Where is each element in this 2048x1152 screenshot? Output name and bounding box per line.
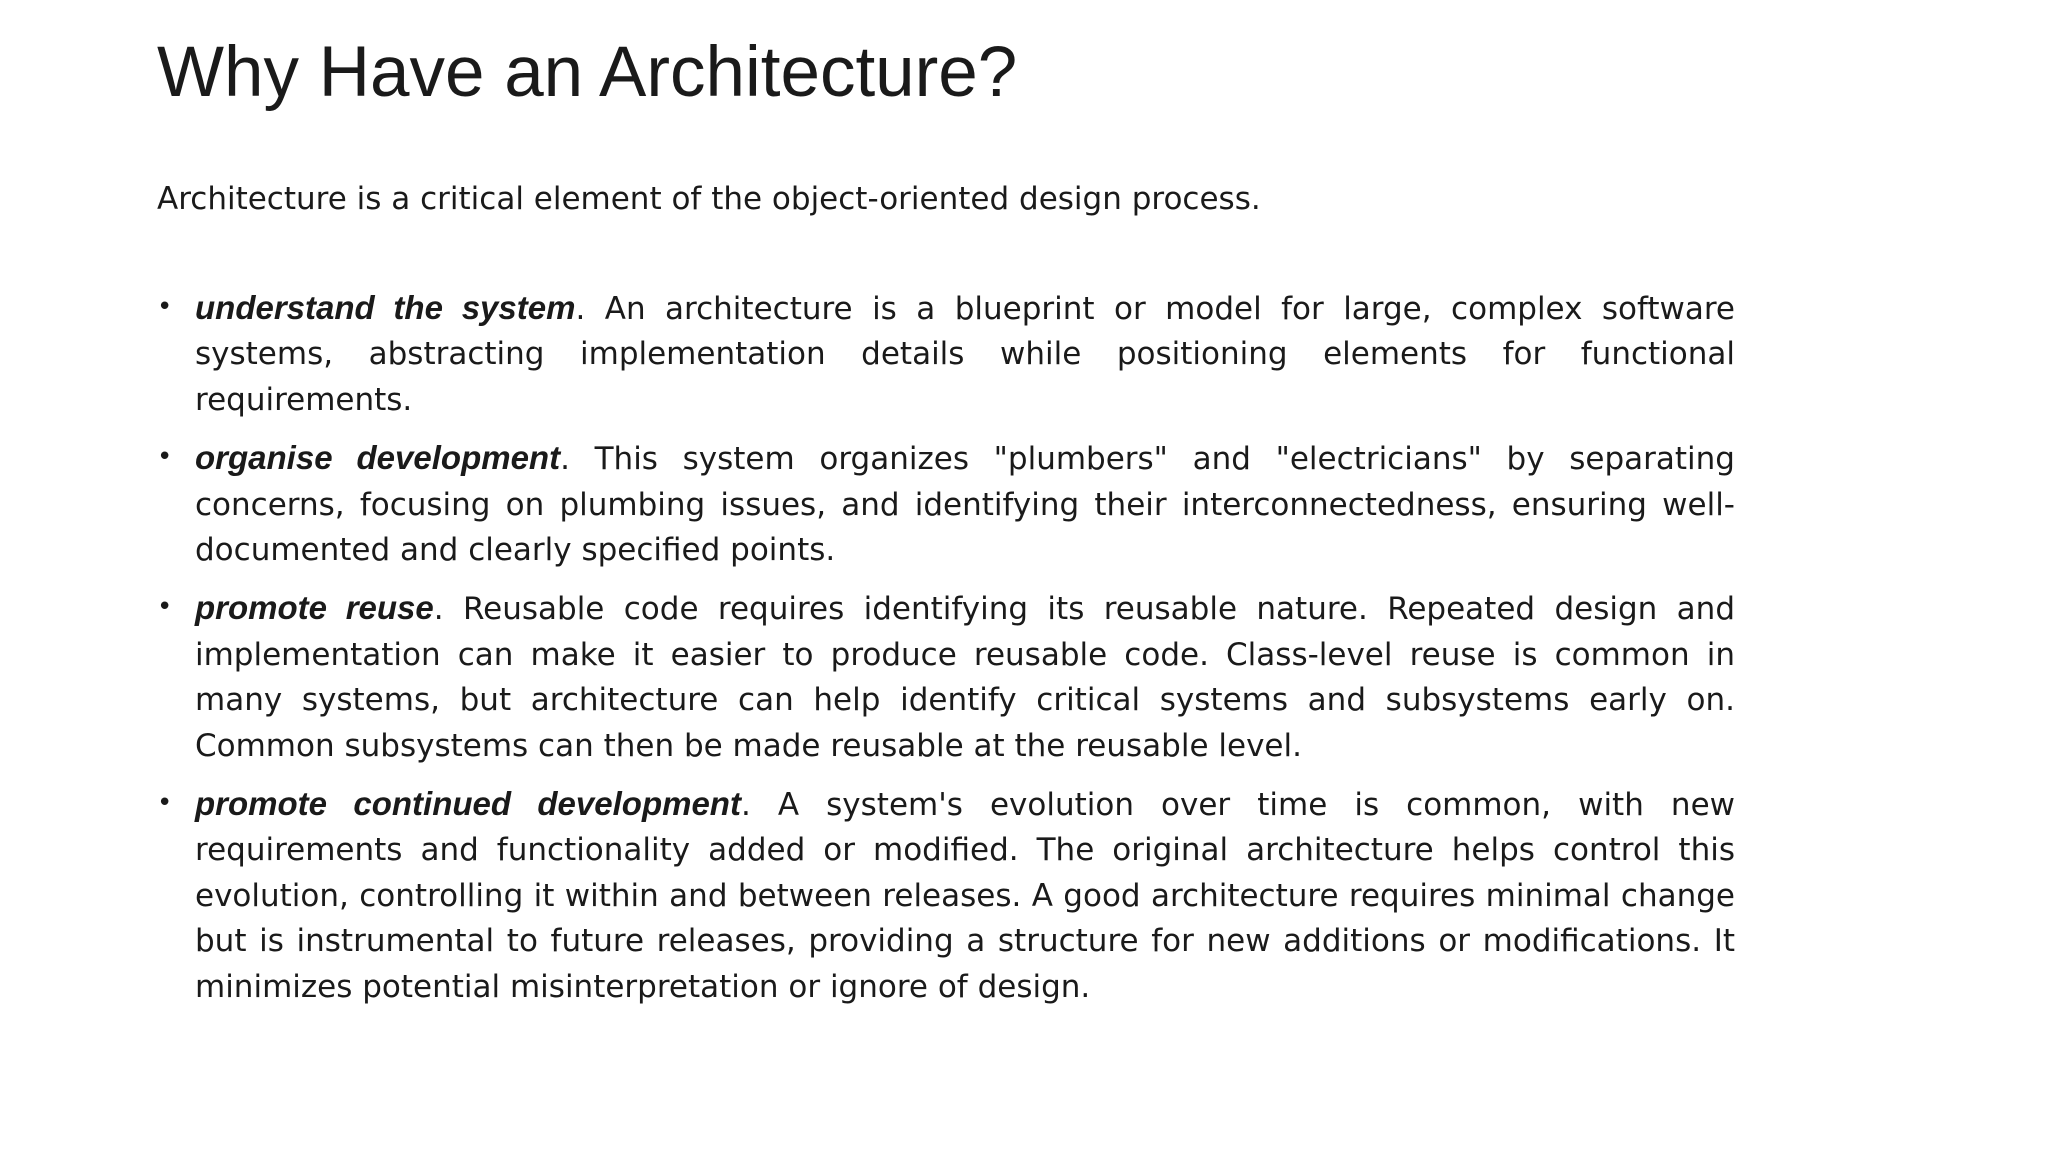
bullet-dot-icon: •: [157, 592, 173, 623]
bullet-text: This system organizes "plumbers" and "electricians" by separating concerns, focusing on plumbing issues, and identifying their interconnectedness, ensuring well-documented and clearly specified points.: [195, 441, 1735, 569]
bullet-term: promote continued development: [195, 785, 741, 823]
bullet-text: An architecture is a blueprint or model for large, complex software systems, abstracting implementation details while positioning elements for functional requirements.: [195, 291, 1735, 418]
bullet-item-promote-continued-development: [157, 781, 1735, 1010]
bullet-list: [157, 285, 1735, 1022]
bullet-text: A system's evolution over time is common, with new requirements and functionality added or modified. The original architecture helps control this evolution, controlling it within and between releases. A good architecture requires minimal change but is instrumental to future releases, providing a structure for new additions or modifications. It minimizes potential misinterpretation or ignore of design.: [195, 787, 1735, 1005]
bullet-item-promote-reuse: [157, 585, 1735, 769]
intro-paragraph: Architecture is a critical element of the object-oriented design process.: [157, 181, 1261, 217]
bullet-dot-icon: •: [157, 292, 173, 322]
bullet-item-understand-system: [157, 285, 1735, 423]
bullet-dot-icon: •: [157, 442, 173, 473]
slide-title: Why Have an Architecture?: [157, 33, 1018, 112]
bullet-dot-icon: •: [157, 788, 173, 819]
bullet-text: Reusable code requires identifying its reusable nature. Repeated design and implementation can make it easier to produce reusable code. Class-level reuse is common in many systems, but architecture can help identify critical systems and subsystems early on. Common subsystems can then be made reusable at the reusable level.: [195, 591, 1736, 764]
bullet-term-punct: .: [560, 441, 570, 478]
bullet-term-punct: .: [575, 291, 586, 327]
bullet-term-punct: .: [740, 787, 751, 824]
bullet-item-organise-development: [157, 435, 1735, 573]
bullet-term-punct: .: [433, 591, 444, 628]
bullet-term: organise development: [195, 439, 561, 477]
bullet-term: understand the system: [195, 289, 576, 326]
bullet-term: promote reuse: [195, 589, 434, 627]
